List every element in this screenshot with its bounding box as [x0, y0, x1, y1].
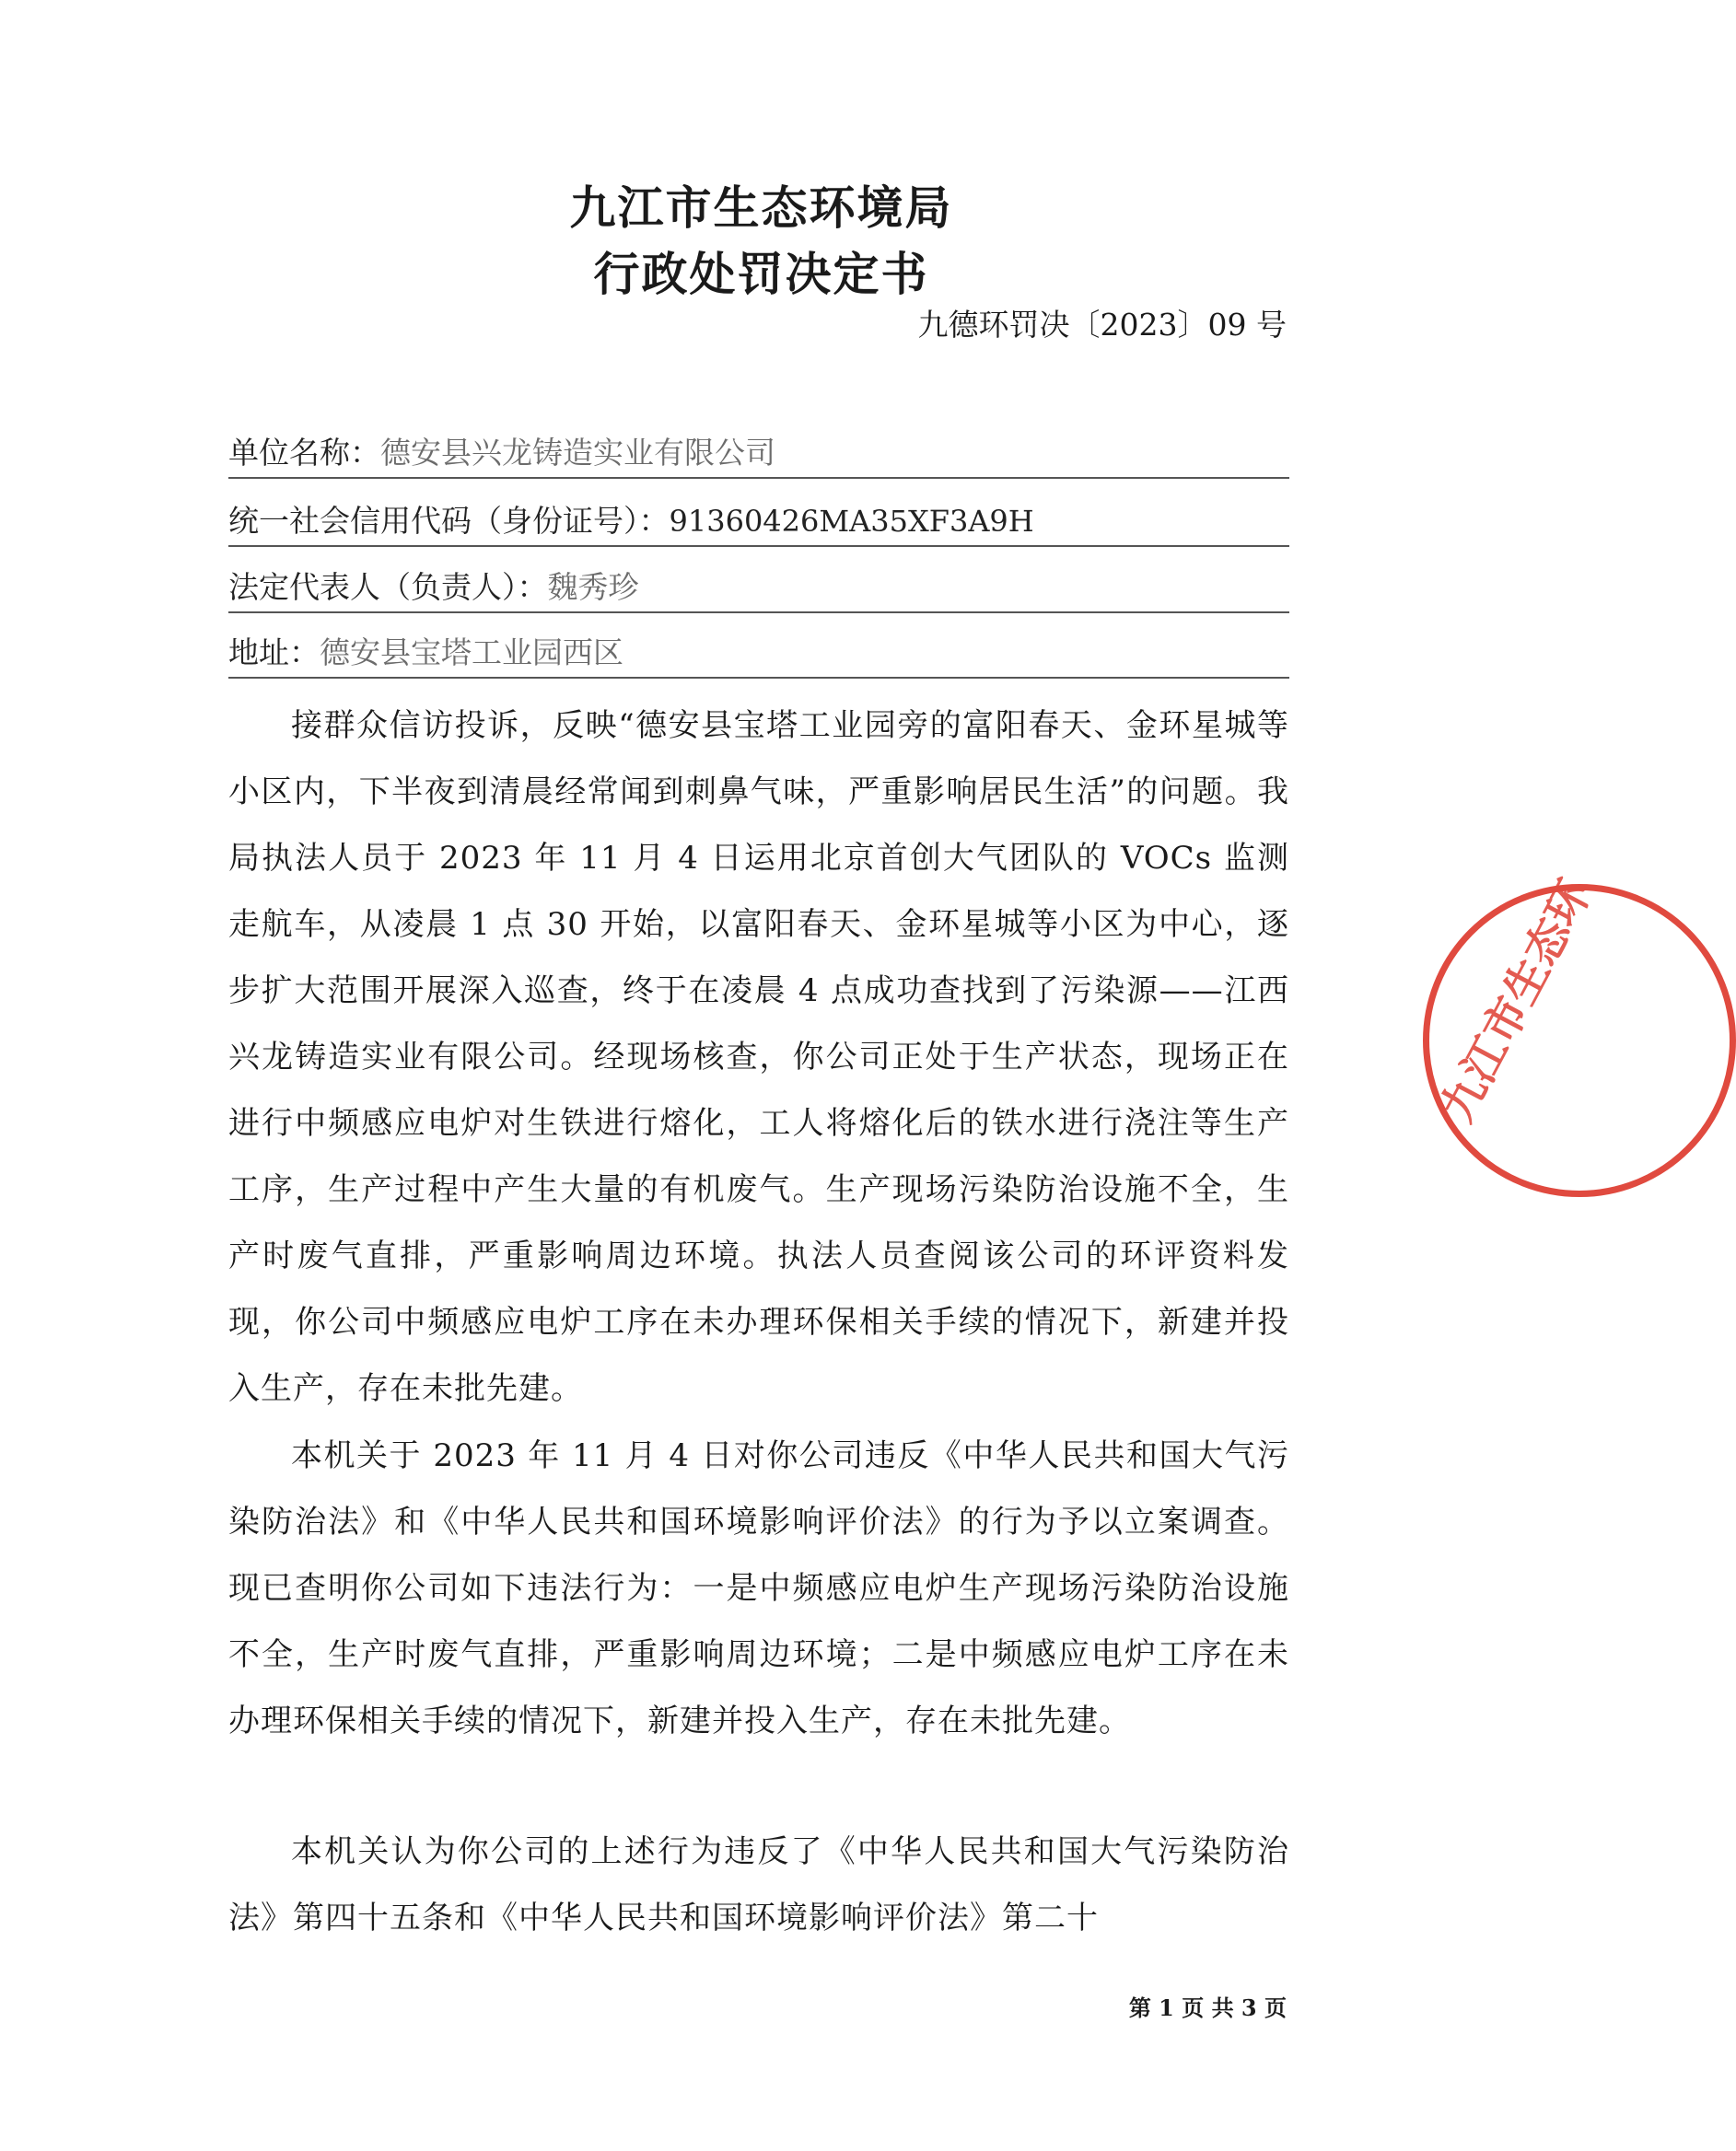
- field-legal-representative: [228, 564, 1289, 613]
- body-paragraph-complaint: 接群众信访投诉，反映“德安县宝塔工业园旁的富阳春天、金环星城等小区内，下半夜到清晨经常闻到刺鼻气味，严重影响居民生活”的问题。我局执法人员于 2023 年 11 月 4 日运用北京首创大气团队的 VOCs 监测走航车，从凌晨 1 点 30 开始，以富阳春天、金环星城等小区为中心，逐步扩大范围开展深入巡查，终于在凌晨 4 点成功查找到了污染源——江西兴龙铸造实业有限公司。经现场核查，你公司正处于生产状态，现场正在进行中频感应电炉对生铁进行熔化，工人将熔化后的铁水进行浇注等生产工序，生产过程中产生大量的有机废气。生产现场污染防治设施不全，生产时废气直排，严重影响周边环境。执法人员查阅该公司的环评资料发现，你公司中频感应电炉工序在未办理环保相关手续的情况下，新建并投入生产，存在未批先建。: [228, 707, 1289, 1407]
- document-number: 九德环罚决〔2023〕09 号: [917, 307, 1287, 343]
- official-seal-text: 九江市生态环: [1431, 871, 1602, 1131]
- field-credit-code: [228, 497, 1289, 547]
- field-credit-code-value: 91360426MA35XF3A9H: [669, 504, 1034, 539]
- field-legal-representative-label: 法定代表人（负责人）：: [228, 569, 548, 605]
- document-title-type: 行政处罚决定书: [593, 248, 929, 301]
- field-credit-code-label: 统一社会信用代码（身份证号）：: [228, 503, 670, 539]
- field-address-value: 德安县宝塔工业园西区: [320, 634, 623, 670]
- field-unit-name-value: 德安县兴龙铸造实业有限公司: [380, 435, 775, 471]
- field-address-label: 地址：: [228, 634, 320, 670]
- field-unit-name: [228, 429, 1289, 479]
- field-unit-name-label: 单位名称：: [228, 435, 380, 471]
- field-address: [228, 629, 1289, 679]
- field-legal-representative-value: 魏秀珍: [547, 569, 639, 605]
- document-title-agency: 九江市生态环境局: [569, 181, 953, 235]
- page-number: 第 1 页 共 3 页: [1128, 1994, 1287, 2021]
- body-paragraph-finding: 本机关认为你公司的上述行为违反了《中华人民共和国大气污染防治法》第四十五条和《中华人民共和国环境影响评价法》第二十: [228, 1833, 1289, 1936]
- body-paragraph-investigation: 本机关于 2023 年 11 月 4 日对你公司违反《中华人民共和国大气污染防治法》和《中华人民共和国环境影响评价法》的行为予以立案调查。现已查明你公司如下违法行为：一是中频感应电炉生产现场污染防治设施不全，生产时废气直排，严重影响周边环境；二是中频感应电炉工序在未办理环保相关手续的情况下，新建并投入生产，存在未批先建。: [228, 1437, 1289, 1739]
